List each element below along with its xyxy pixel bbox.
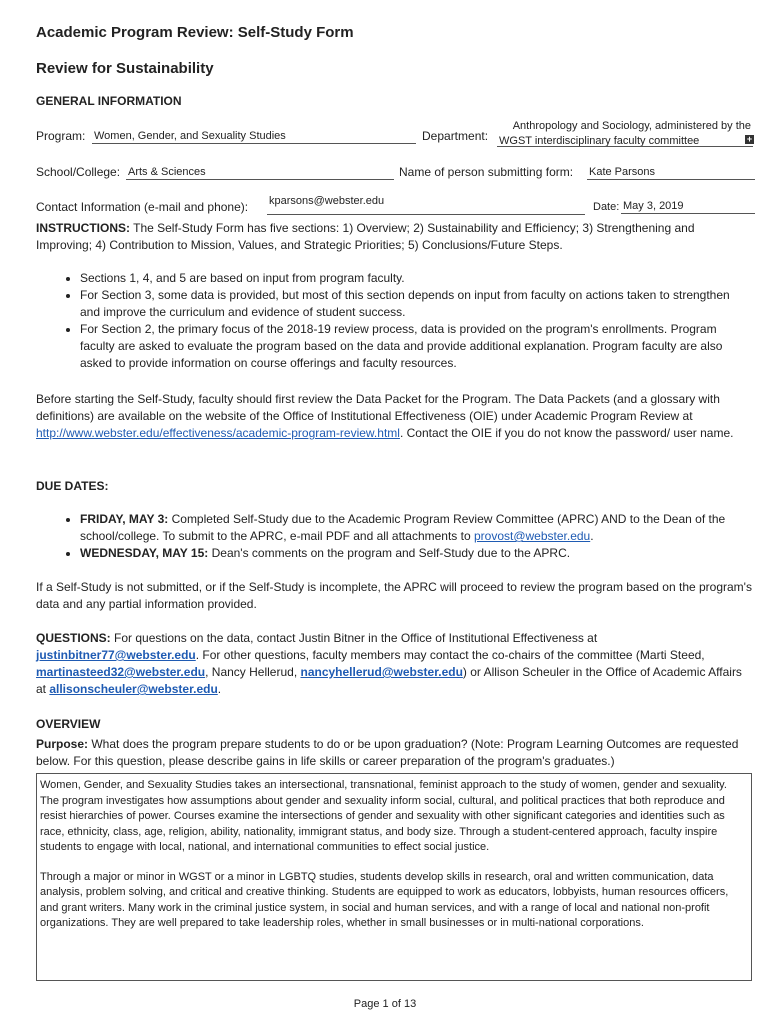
due-date-1: FRIDAY, MAY 3: <box>80 512 169 526</box>
answer-paragraph-1: Women, Gender, and Sexuality Studies takes an intersectional, transnational, feminist approach to the study of women, gender and sexuality. The program investigates how assumptions about gender and sexuality inform social, cultural, and political practices that both reproduce and resist hierarchies of power. Courses examine the intersections of gender and sexuality with other significant categories and identities such as race, ethnicity, class, age, religion, ability, nationality, immigrant status, and body size. Through a student-centered approach, faculty inspire students to engage with local, national, and international communities to effect social justice. <box>40 779 727 853</box>
list-item: • For Section 3, some data is provided, but most of this section depends on input from faculty on actions taken to strengthen and improve the curriculum and evidence of student success. <box>80 287 752 321</box>
overview-heading: OVERVIEW <box>36 717 101 731</box>
questions-text: ) or Allison Scheuler in the Office of Academic Affairs at <box>36 665 742 696</box>
purpose-text: What does the program prepare students to do or be upon graduation? (Note: Program Learning Outcomes are requested below. For this question, please describe gains in life skills or career preparation of the program's graduates.) <box>36 737 739 768</box>
purpose-question <box>36 736 752 770</box>
due-date-2-text: Dean's comments on the program and Self-Study due to the APRC. <box>208 546 571 560</box>
questions-paragraph <box>36 630 752 698</box>
contact-label: Contact Information (e-mail and phone): <box>36 200 249 214</box>
date-field[interactable]: May 3, 2019 <box>621 200 755 214</box>
due-date-2: WEDNESDAY, MAY 15: <box>80 546 209 560</box>
purpose-lead: Purpose: <box>36 737 89 751</box>
provost-email-link[interactable]: provost@webster.edu <box>473 529 591 543</box>
hellerud-email-link[interactable]: nancyhellerud@webster.edu <box>300 665 463 679</box>
list-item: • Sections 1, 4, and 5 are based on input from program faculty. <box>80 270 752 287</box>
program-label: Program: <box>36 129 86 143</box>
questions-lead: QUESTIONS: <box>36 631 111 645</box>
page-number: Page 1 of 13 <box>353 998 417 1010</box>
questions-text: For questions on the data, contact Justin Bitner in the Office of Institutional Effectiveness at <box>110 631 598 645</box>
due-dates-heading: DUE DATES: <box>36 479 109 493</box>
due-date-1-text: Completed Self-Study due to the Academic Program Review Committee (APRC) AND to the Dean of the school/college. To submit to the APRC, e-mail PDF and all attachments to <box>80 512 726 543</box>
bitner-email-link[interactable]: justinbitner77@webster.edu <box>36 648 196 662</box>
incomplete-note: If a Self-Study is not submitted, or if the Self-Study is incomplete, the APRC will proceed to review the program based on the program's data and any partial information provided. <box>36 580 752 611</box>
questions-text: , Nancy Hellerud, <box>205 665 301 679</box>
data-packet-paragraph <box>36 391 752 442</box>
questions-text: . <box>217 682 222 696</box>
data-packet-text-end: . Contact the OIE if you do not know the password/ user name. <box>399 426 734 440</box>
instructions <box>36 220 752 254</box>
expand-plus-icon[interactable]: + <box>746 134 753 144</box>
date-label: Date: <box>593 201 620 213</box>
submitter-field[interactable]: Kate Parsons <box>587 166 755 180</box>
program-field[interactable]: Women, Gender, and Sexuality Studies <box>92 130 416 144</box>
list-item <box>80 545 752 562</box>
form-subtitle: Review for Sustainability <box>36 60 214 77</box>
department-line2: WGST interdisciplinary faculty committee <box>499 135 700 147</box>
form-title: Academic Program Review: Self-Study Form <box>36 24 354 41</box>
school-field[interactable]: Arts & Sciences <box>126 166 394 180</box>
answer-paragraph-2: Through a major or minor in WGST or a minor in LGBTQ studies, students develop skills in research, oral and written communication, data analysis, problem solving, and critical and creative thinking. Students are equipped to work as educators, lobbyists, human resources officers, and grant writers. Many work in the criminal justice system, in social and human services, and with a range of local and national non-profit organizations. They are well prepared to take leadership roles, whether in small businesses or in multi-national corporations. <box>40 870 729 929</box>
instructions-lead: INSTRUCTIONS: <box>36 221 130 235</box>
school-label: School/College: <box>36 165 121 179</box>
scheuler-email-link[interactable]: allisonscheuler@webster.edu <box>49 682 218 696</box>
department-line1: Anthropology and Sociology, administered by the <box>512 120 751 132</box>
instructions-list <box>36 270 752 372</box>
list-item: • For Section 2, the primary focus of the 2018-19 review process, data is provided on the program's enrollments. Program faculty are asked to evaluate the program based on the data and provide additional explanation. Program faculty are also asked to provide information on course offerings and faculty resources. <box>80 321 752 372</box>
submitter-label: Name of person submitting form: <box>399 165 574 179</box>
due-date-1-end: . <box>590 529 594 543</box>
department-label: Department: <box>422 129 489 143</box>
steed-email-link[interactable]: martinasteed32@webster.edu <box>36 665 206 679</box>
contact-field[interactable]: kparsons@webster.edu <box>267 195 585 215</box>
instructions-text: The Self-Study Form has five sections: 1) Overview; 2) Sustainability and Efficiency; 3) Strengthening and Improving; 4) Contribution to Mission, Values, and Strategic Priorities; 5) Conclusions/Future Steps. <box>36 221 695 252</box>
purpose-answer-box[interactable] <box>36 773 752 981</box>
section-heading-general: GENERAL INFORMATION <box>36 94 182 108</box>
department-field[interactable] <box>497 119 753 147</box>
due-dates-list <box>36 511 752 562</box>
data-packet-text: Before starting the Self-Study, faculty should first review the Data Packet for the Program. The Data Packets (and a glossary with definitions) are available on the website of the Office of Institutional Effectiveness (OIE) under Academic Program Review at <box>36 392 720 423</box>
apr-website-link[interactable]: http://www.webster.edu/effectiveness/academic-program-review.html <box>36 426 400 440</box>
list-item <box>80 511 752 545</box>
questions-text: . For other questions, faculty members may contact the co-chairs of the committee (Marti Steed, <box>195 648 705 662</box>
